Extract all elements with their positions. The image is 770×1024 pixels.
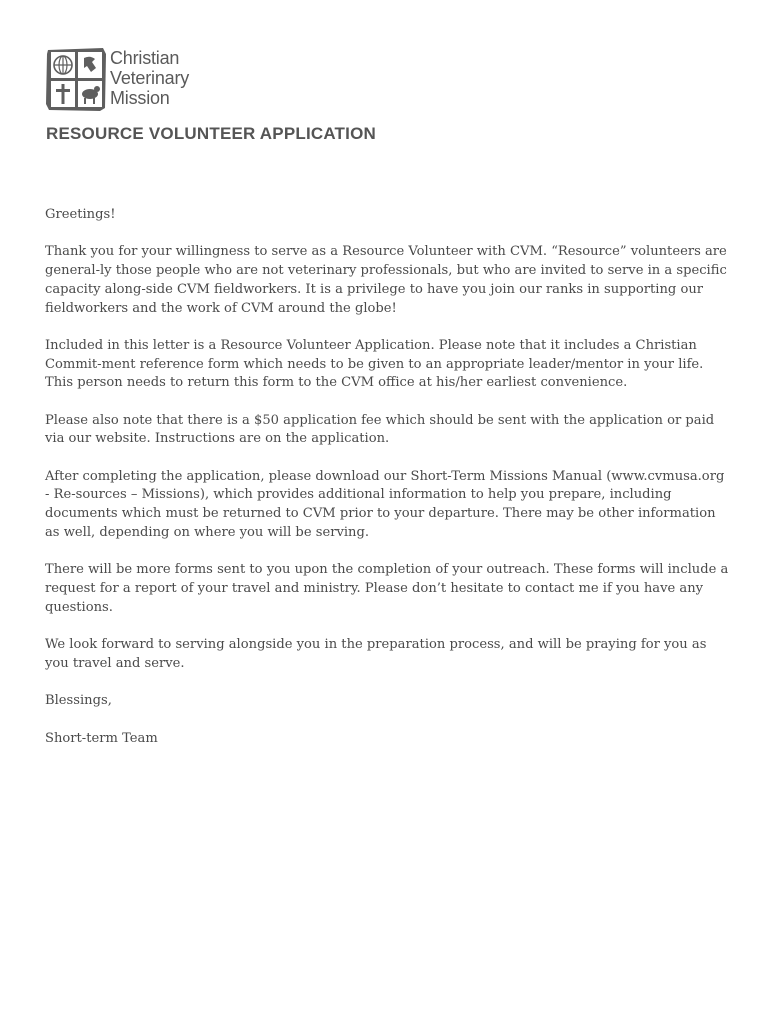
- paragraph-fee: Please also note that there is a $50 application fee which should be sent with the application or paid via our website. Instructions are on the application.: [45, 412, 715, 447]
- closing: Blessings,: [45, 693, 112, 709]
- paragraph-closing-note: We look forward to serving alongside you in the preparation process, and will be praying for you as you travel and serve.: [45, 637, 707, 671]
- logo-line-3: Mission: [110, 88, 170, 108]
- logo-line-2: Veterinary: [110, 68, 190, 88]
- cvm-logo: [45, 46, 205, 112]
- paragraph-forms: There will be more forms sent to you upon the completion of your outreach. These forms will include a request for a report of your travel and ministry. Please don’t hesitate to contact me if you have any questions.: [45, 562, 729, 615]
- letter-body: [45, 206, 729, 767]
- greeting: Greetings!: [45, 207, 116, 222]
- logo-wordmark: [110, 48, 189, 108]
- logo-line-1: Christian: [110, 48, 180, 68]
- page-title: RESOURCE VOLUNTEER APPLICATION: [46, 124, 376, 143]
- signature: Short-term Team: [45, 730, 158, 746]
- paragraph-application: Included in this letter is a Resource Volunteer Application. Please note that it includes a Christian Commit-ment reference form which needs to be given to an appropriate leader/mentor in your life. This person needs to return this form to the CVM office at his/her earliest convenience.: [45, 337, 704, 391]
- paragraph-intro: Thank you for your willingness to serve as a Resource Volunteer with CVM. “Resource” volunteers are general-ly those people who are not veterinary professionals, but who are invited to serve in a specific capacity along-side CVM fieldworkers. It is a privilege to have you join our ranks in supporting our fieldworkers and the work of CVM around the globe!: [45, 244, 727, 316]
- cvm-globe-cross-animals-icon: [45, 46, 107, 112]
- paragraph-manual: After completing the application, please download our Short-Term Missions Manual (www.cvmusa.org - Re-sources – Missions), which provides additional information to help you prepare, including documents which must be returned to CVM prior to your departure. There may be other information as well, depending on where you will be serving.: [45, 468, 725, 540]
